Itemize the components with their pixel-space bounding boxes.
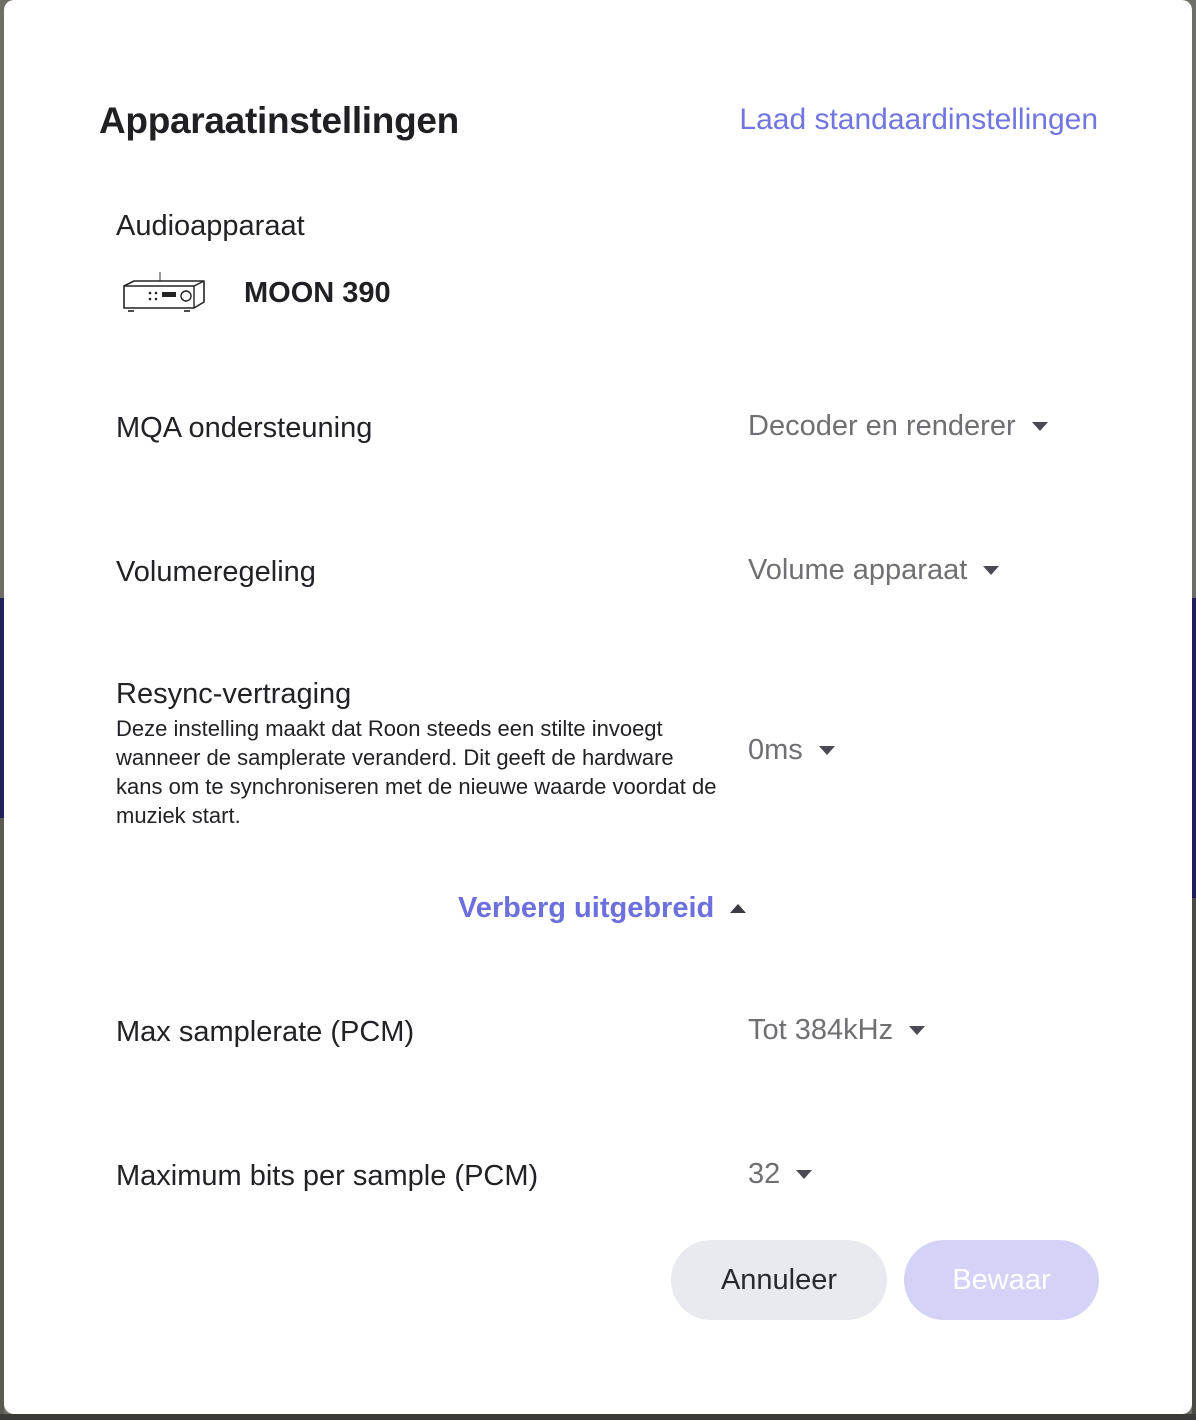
caret-up-icon [730, 904, 746, 913]
max-bits-select[interactable] [748, 1158, 812, 1191]
mqa-support-label: MQA ondersteuning [116, 412, 373, 444]
volume-control-value: Volume apparaat [748, 554, 968, 586]
hide-advanced-toggle[interactable] [458, 892, 746, 925]
save-button[interactable]: Bewaar [904, 1240, 1099, 1320]
dropdown-arrow-icon [983, 566, 999, 575]
volume-control-select[interactable] [748, 554, 999, 587]
cancel-button[interactable]: Annuleer [671, 1240, 887, 1320]
load-defaults-link[interactable]: Laad standaardinstellingen [739, 103, 1098, 136]
resync-delay-value: 0ms [748, 734, 803, 766]
dropdown-arrow-icon [819, 746, 835, 755]
audio-device-row [120, 268, 391, 318]
dropdown-arrow-icon [796, 1170, 812, 1179]
dropdown-arrow-icon [909, 1026, 925, 1035]
resync-delay-label: Resync-vertraging [116, 678, 352, 710]
max-samplerate-select[interactable] [748, 1014, 925, 1047]
max-bits-label: Maximum bits per sample (PCM) [116, 1160, 539, 1192]
volume-control-label: Volumeregeling [116, 556, 316, 588]
audio-device-name: MOON 390 [244, 276, 391, 309]
mqa-support-value: Decoder en renderer [748, 410, 1016, 442]
backdrop-strip [1192, 898, 1196, 1420]
resync-delay-description: Deze instelling maakt dat Roon steeds een stilte invoegt wanneer de samplerate veranderd. Dit geeft de hardware kans om te synchroniseren met de nieuwe waarde voordat de muziek start. [116, 716, 717, 828]
dropdown-arrow-icon [1032, 422, 1048, 431]
backdrop-strip [0, 1414, 1196, 1420]
max-samplerate-label: Max samplerate (PCM) [116, 1016, 415, 1048]
resync-delay-select[interactable] [748, 734, 835, 767]
dialog-title: Apparaatinstellingen [99, 100, 459, 141]
max-bits-value: 32 [748, 1158, 781, 1190]
audio-device-label: Audioapparaat [116, 210, 305, 242]
mqa-support-select[interactable] [748, 410, 1048, 443]
audio-device-icon [120, 270, 208, 316]
device-settings-dialog [4, 0, 1192, 1414]
max-samplerate-value: Tot 384kHz [748, 1014, 894, 1046]
hide-advanced-label: Verberg uitgebreid [458, 892, 715, 924]
backdrop-strip [1192, 598, 1196, 898]
